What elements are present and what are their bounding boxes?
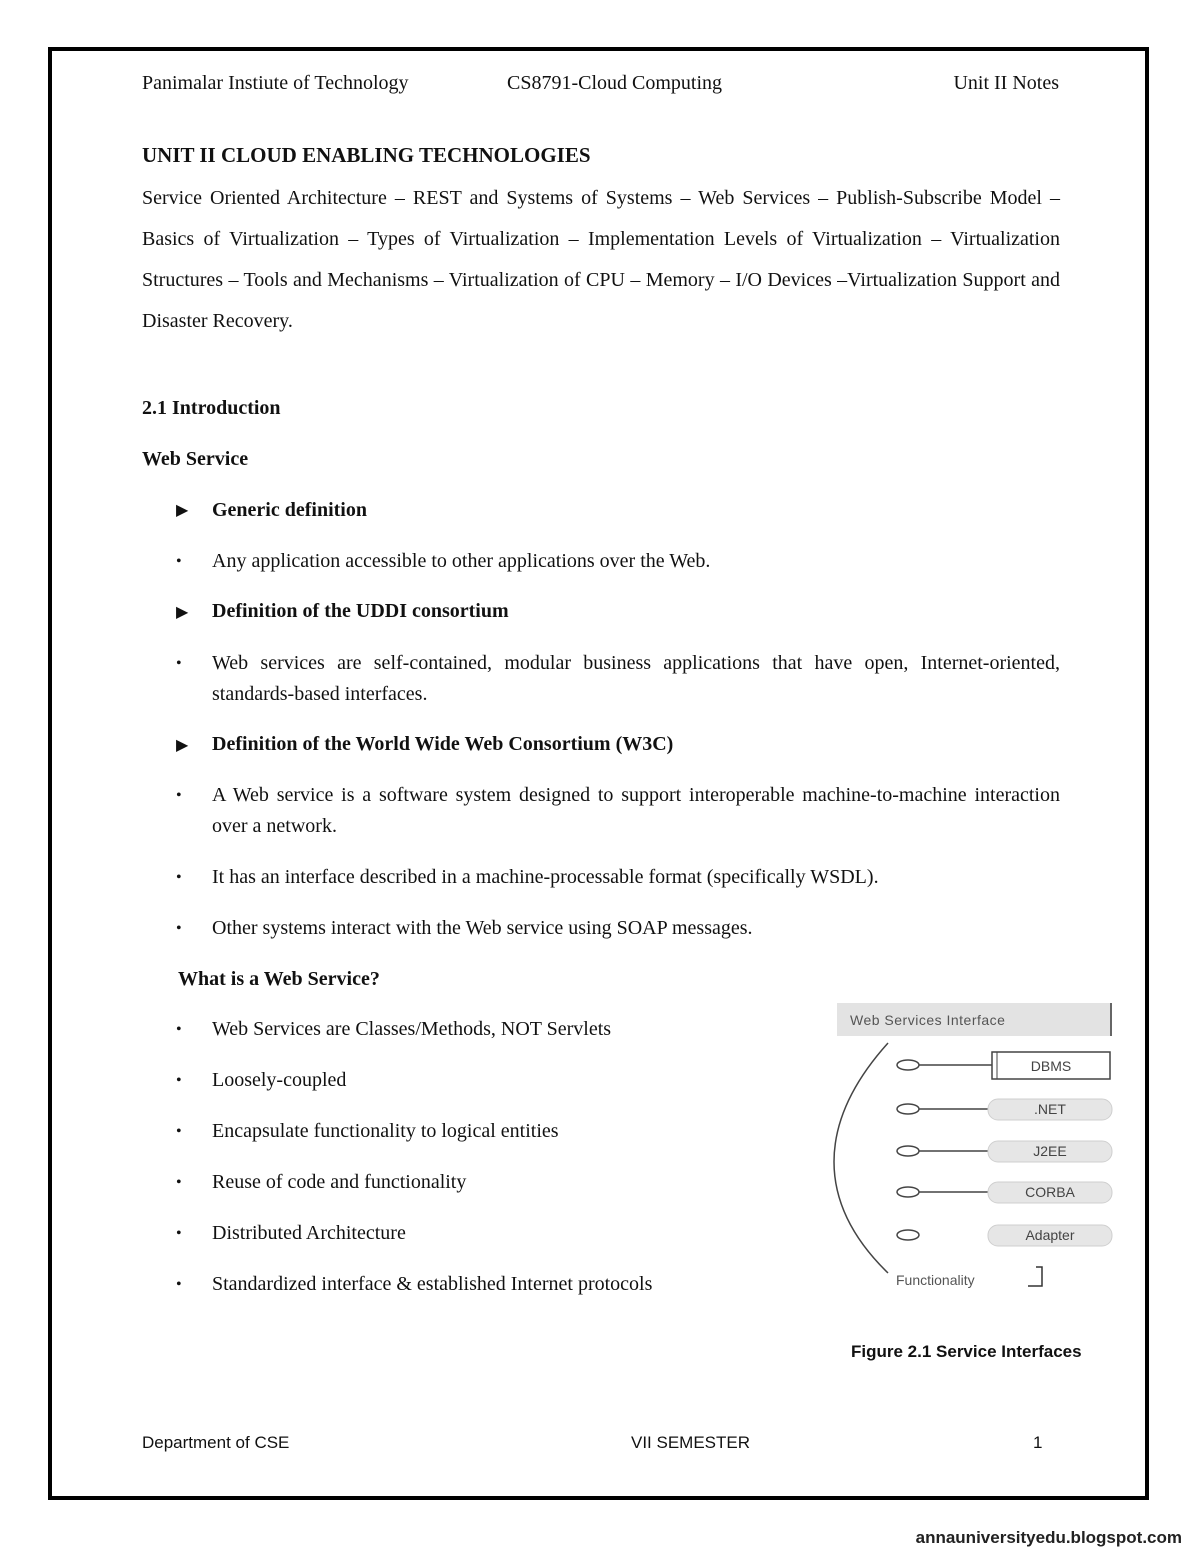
syllabus-paragraph: Service Oriented Architecture – REST and Systems of Systems – Web Services – Publish-Subscribe Model – Basics of Virtualization – Types of Virtualization – Implementation Levels of Virtualization – Virtualization Structures – Tools and Mechanisms – Virtualization of CPU – Memory – I/O Devices –Virtualization Support and Disaster Recovery. [142, 187, 1060, 332]
bullet-dot-icon: • [176, 1021, 182, 1038]
connector-icon [897, 1187, 919, 1197]
functionality-label: Functionality [896, 1272, 975, 1288]
arrow-bullet-icon: ▶ [176, 737, 189, 754]
component-label: .NET [1034, 1101, 1066, 1117]
definition-heading: Generic definition [212, 499, 367, 521]
subsection-heading: Web Service [142, 448, 249, 470]
list-item: Web Services are Classes/Methods, NOT Servlets [212, 1018, 612, 1040]
list-item: Standardized interface & established Internet protocols [212, 1273, 653, 1295]
list-item: Reuse of code and functionality [212, 1171, 467, 1193]
bracket-end-icon [1028, 1267, 1042, 1286]
bullet-dot-icon: • [176, 787, 182, 804]
figure-caption: Figure 2.1 Service Interfaces [851, 1342, 1082, 1361]
definition-point: Web services are self-contained, modular business applications that have open, Internet-oriented, standards-based interfaces. [212, 652, 1060, 705]
footer-department: Department of CSE [142, 1433, 290, 1452]
header-notes: Unit II Notes [953, 72, 1059, 94]
arrow-bullet-icon: ▶ [176, 604, 189, 621]
connector-icon [897, 1230, 919, 1240]
definition-point: It has an interface described in a machine-processable format (specifically WSDL). [212, 866, 879, 888]
connector-icon [897, 1146, 919, 1156]
component-label: CORBA [1025, 1184, 1075, 1200]
connector-icon [897, 1104, 919, 1114]
definition-point: A Web service is a software system designed to support interoperable machine-to-machine interaction over a network. [212, 784, 1060, 837]
definition-point: Any application accessible to other applications over the Web. [212, 550, 711, 572]
component-corba [897, 1182, 1112, 1203]
list-item: Loosely-coupled [212, 1069, 347, 1091]
definition-heading: Definition of the UDDI consortium [212, 600, 509, 622]
what-is-heading: What is a Web Service? [178, 968, 380, 990]
bracket-curve [834, 1043, 888, 1273]
component-label: DBMS [1030, 1058, 1072, 1074]
header-course: CS8791-Cloud Computing [507, 72, 723, 94]
definition-point: Other systems interact with the Web service using SOAP messages. [212, 917, 753, 939]
bullet-dot-icon: • [176, 1123, 182, 1140]
interface-label: Web Services Interface [850, 1012, 1006, 1028]
bullet-dot-icon: • [176, 869, 182, 886]
section-heading: 2.1 Introduction [142, 397, 281, 419]
service-interfaces-figure [828, 1003, 1120, 1303]
footer-page-number: 1 [1033, 1433, 1043, 1452]
header-institute: Panimalar Instiute of Technology [142, 72, 409, 94]
connector-icon [897, 1060, 919, 1070]
unit-title: UNIT II CLOUD ENABLING TECHNOLOGIES [142, 143, 591, 167]
footer-semester: VII SEMESTER [631, 1433, 751, 1452]
bullet-dot-icon: • [176, 1174, 182, 1191]
bullet-dot-icon: • [176, 1276, 182, 1293]
bullet-dot-icon: • [176, 1225, 182, 1242]
component-adapter [897, 1225, 1112, 1246]
interface-header [837, 1003, 1111, 1036]
component-label: Adapter [1025, 1227, 1075, 1243]
bullet-dot-icon: • [176, 920, 182, 937]
list-item: Encapsulate functionality to logical entities [212, 1120, 559, 1142]
component-dbms [897, 1052, 1110, 1079]
bullet-dot-icon: • [176, 1072, 182, 1089]
component-j2ee [897, 1141, 1112, 1162]
component-label: J2EE [1033, 1143, 1067, 1159]
bullet-dot-icon: • [176, 655, 182, 672]
component-net [897, 1099, 1112, 1120]
arrow-bullet-icon: ▶ [176, 502, 189, 519]
list-item: Distributed Architecture [212, 1222, 406, 1244]
watermark: annauniversityedu.blogspot.com [915, 1528, 1182, 1547]
bullet-dot-icon: • [176, 553, 182, 570]
definition-heading: Definition of the World Wide Web Consortium (W3C) [212, 733, 674, 755]
